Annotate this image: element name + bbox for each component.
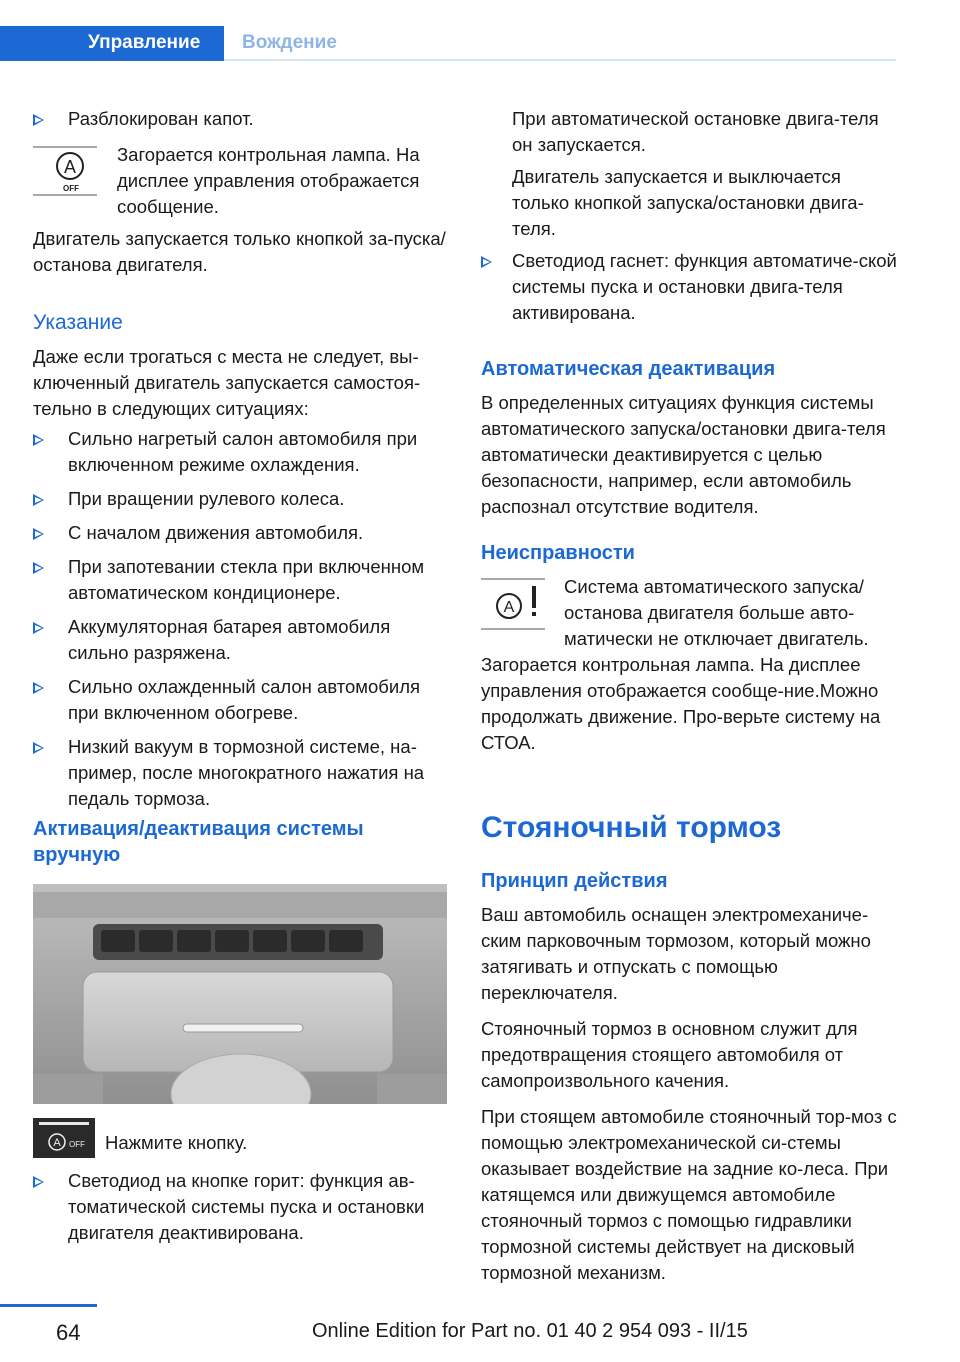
svg-text:OFF: OFF [63, 184, 79, 193]
list-item: При запотевании стекла при включенном автоматическом кондиционере. [33, 554, 451, 606]
engine-start-paragraph: Двигатель запускается только кнопкой за-пуска/останова двигателя. [33, 228, 446, 275]
situations-list [33, 426, 451, 812]
manual-heading: Активация/деактивация системы вручную [33, 818, 364, 866]
list-item: При вращении рулевого колеса. [33, 486, 451, 512]
bullet-triangle-icon [33, 434, 44, 446]
fault-text: Загорается контрольная лампа. На дисплее управления отображается сообще-ние.Можно продолжать движение. Про-верьте систему на СТОА. [481, 654, 881, 753]
bullet-triangle-icon [33, 622, 44, 634]
auto-start-stop-button-icon [33, 1118, 95, 1158]
bullet-triangle-icon [33, 742, 44, 754]
bullet-triangle-icon [33, 682, 44, 694]
auto-start-stop-fault-icon [481, 578, 545, 630]
bullet-triangle-icon [33, 562, 44, 574]
auto-stop-text: При автоматической остановке двига-теля он запускается. [512, 108, 879, 155]
bullet-triangle-icon [33, 494, 44, 506]
edition-text: Online Edition for Part no. 01 40 2 954 093 - II/15 [312, 1320, 748, 1342]
svg-text:A: A [63, 157, 77, 177]
svg-text:A: A [503, 599, 515, 616]
list-item: Светодиод гаснет: функция автоматиче-ской системы пуска и остановки двига-теля активирована. [481, 248, 897, 326]
parking-brake-heading: Стояночный тормоз [481, 811, 782, 844]
lamp-description: Загорается контрольная лампа. На дисплее управления отображается сообщение. [117, 144, 420, 217]
left-column [33, 106, 451, 132]
list-item: Сильно охлажденный салон автомобиля при включенном обогреве. [33, 674, 451, 726]
bullet-triangle-icon [33, 1176, 44, 1188]
auto-deact-text: В определенных ситуациях функция системы автоматического запуска/остановки двига-теля автоматически деактивируется с целью безопасности, например, если автомобиль распознал отсутствие водителя. [481, 392, 886, 517]
center-console-photo [33, 884, 447, 1104]
footer-accent-bar [0, 1304, 97, 1307]
fault-icon-text: Система автоматического запуска/ останова двигателя больше авто-матически не отключает двигатель. [564, 576, 869, 649]
list-item: С началом движения автомобиля. [33, 520, 451, 546]
principle-paragraph: При стоящем автомобиле стояночный тор-моз с помощью электромеханической си-стемы оказывает воздействие на задние ко-леса. При катящемся или движущемся автомобиле стояночный тормоз с помощью гидравлики тормозной системы действует на дисковый тормозной механизм. [481, 1106, 897, 1283]
bullet-triangle-icon [33, 528, 44, 540]
tab-driving[interactable]: Вождение [242, 32, 337, 53]
tab-controls[interactable] [0, 26, 224, 61]
led-off-item [481, 248, 897, 326]
list-item: Светодиод на кнопке горит: функция ав-томатической системы пуска и остановки двигателя деактивирована. [33, 1168, 451, 1246]
page-number: 64 [56, 1320, 81, 1345]
svg-text:OFF: OFF [69, 1140, 85, 1149]
fault-heading: Неисправности [481, 542, 635, 564]
auto-deact-section [481, 356, 897, 520]
principle-paragraph: Стояночный тормоз в основном служит для предотвращения стоящего автомобиля от самопроизвольного качения. [481, 1018, 858, 1091]
list-item: Низкий вакуум в тормозной системе, на-пример, после многократного нажатия на педаль тормоза. [33, 734, 451, 812]
svg-text:A: A [53, 1137, 61, 1149]
bullet-triangle-icon [33, 114, 44, 126]
list-item: Сильно нагретый салон автомобиля при включенном режиме охлаждения. [33, 426, 451, 478]
engine-onoff-text: Двигатель запускается и выключается только кнопкой запуска/остановки двига-теля. [512, 166, 864, 239]
note-section [33, 310, 451, 422]
list-item-hood [33, 106, 451, 132]
auto-start-stop-off-icon [33, 146, 97, 196]
bullet-triangle-icon [481, 256, 492, 268]
note-heading: Указание [33, 311, 123, 334]
tab-controls-label: Управление [88, 32, 201, 53]
principle-section [481, 868, 897, 1286]
led-on-item [33, 1168, 451, 1246]
press-button-text: Нажмите кнопку. [105, 1132, 248, 1153]
list-item-text: Разблокирован капот. [68, 108, 254, 129]
header-divider [224, 59, 896, 61]
principle-paragraph: Ваш автомобиль оснащен электромеханиче-ским парковочным тормозом, который можно затягивать и отпускать с помощью переключателя. [481, 904, 871, 1003]
principle-heading: Принцип действия [481, 870, 668, 892]
note-text: Даже если трогаться с места не следует, вы-ключенный двигатель запускается самостоя-тельно в следующих ситуациях: [33, 346, 421, 419]
auto-deact-heading: Автоматическая деактивация [481, 358, 776, 380]
list-item: Аккумуляторная батарея автомобиля сильно разряжена. [33, 614, 451, 666]
